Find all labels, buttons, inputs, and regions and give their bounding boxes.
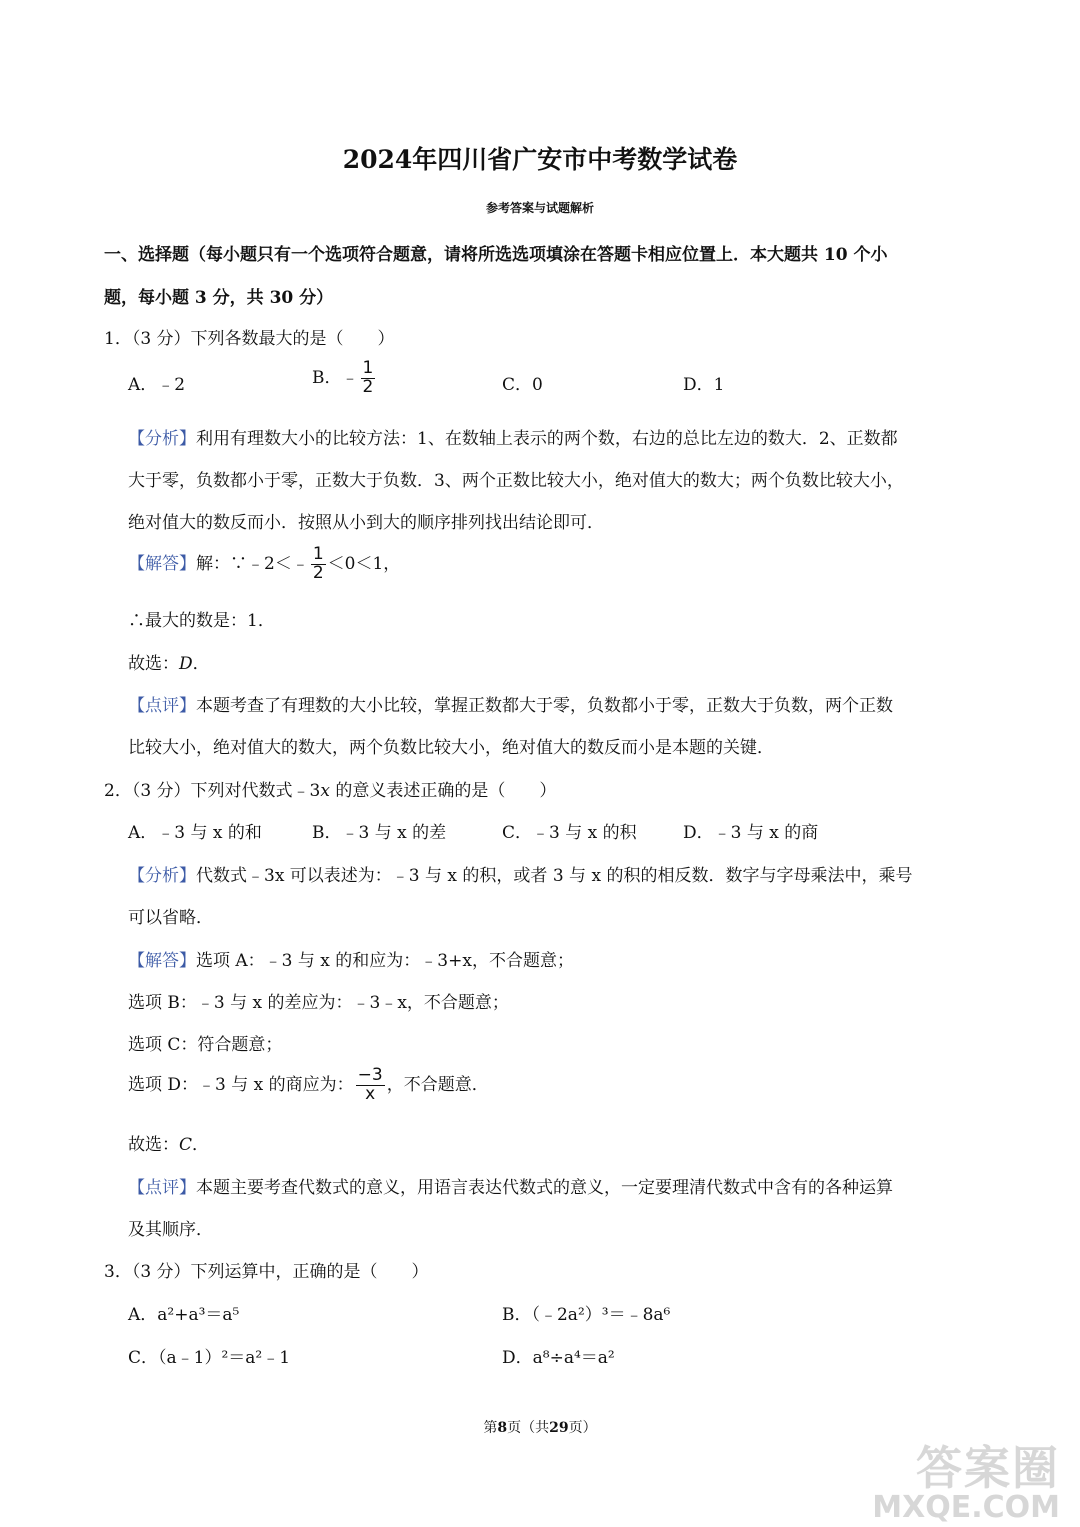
page-footer: 第8页（共29页） — [483, 1420, 597, 1436]
q3-option-a: A．a²+a³＝a⁵ — [128, 1305, 240, 1325]
q2-option-b: B．﹣3 与 x 的差 — [312, 823, 447, 843]
q1-analysis-line2: 大于零，负数都小于零，正数大于负数．3、两个正数比较大小，绝对值大的数大；两个负数比较大小， — [128, 471, 904, 491]
q2-choose: 故选：C． — [128, 1135, 210, 1155]
q1-analysis-line1: 【分析】利用有理数大小的比较方法：1、在数轴上表示的两个数，右边的总比左边的数大．2、正数都 — [128, 429, 898, 449]
q1-option-d: D．1 — [683, 375, 725, 395]
q1-solution: 【解答】解：∵﹣2＜﹣ $\frac{1}{2}$ ＜0＜1， — [128, 544, 401, 583]
solution-tag: 【解答】 — [128, 553, 196, 574]
q1-therefore: ∴最大的数是：1． — [128, 611, 275, 631]
fraction: $\frac{-3}{x}$ — [357, 1065, 383, 1104]
q2-stem: 2．（3 分）下列对代数式﹣3x 的意义表述正确的是（ ） — [104, 781, 557, 801]
q1-comment-line2: 比较大小，绝对值大的数大，两个负数比较大小，绝对值大的数反而小是本题的关键． — [128, 738, 774, 758]
q2-option-d: D．﹣3 与 x 的商 — [683, 823, 819, 843]
q3-stem: 3．（3 分）下列运算中，正确的是（ ） — [104, 1262, 429, 1282]
q2-option-a: A．﹣3 与 x 的和 — [128, 823, 262, 843]
q2-solution-d: 选项 D：﹣3 与 x 的商应为： $\frac{-3}{x}$ ，不合题意． — [128, 1065, 489, 1104]
comment-tag: 【点评】 — [128, 1178, 196, 1198]
watermark-logo — [872, 1432, 1060, 1525]
q1-comment-line1: 【点评】本题考查了有理数的大小比较，掌握正数都大于零，负数都小于零，正数大于负数，两个正数 — [128, 696, 893, 716]
q1-stem: 1．（3 分）下列各数最大的是（ ） — [104, 329, 395, 349]
q1-option-b: B．﹣ $\frac{1}{2}$ — [312, 358, 374, 397]
fraction: $\frac{1}{2}$ — [312, 544, 324, 583]
watermark-text: 答案圈 — [916, 1441, 1060, 1495]
q3-option-d: D．a⁸÷a⁴＝a² — [502, 1348, 615, 1368]
q1-option-c: C．0 — [502, 375, 543, 395]
q3-option-c: C．（a﹣1）²＝a²﹣1 — [128, 1348, 291, 1368]
comment-tag: 【点评】 — [128, 696, 196, 716]
q1-choose: 故选：D． — [128, 654, 210, 674]
q2-analysis-line2: 可以省略． — [128, 908, 213, 928]
q2-solution-c: 选项 C：符合题意； — [128, 1035, 283, 1055]
q1-option-a: A．﹣2 — [128, 375, 186, 395]
section-header-line2: 题，每小题 3 分，共 30 分） — [104, 288, 334, 308]
analysis-tag: 【分析】 — [128, 429, 196, 449]
q3-option-b: B．（﹣2a²）³＝﹣8a⁶ — [502, 1305, 671, 1325]
document-subtitle: 参考答案与试题解析 — [485, 201, 594, 215]
fraction: $\frac{1}{2}$ — [362, 358, 374, 397]
document-title: 2024年四川省广安市中考数学试卷 — [342, 145, 738, 174]
q2-solution-b: 选项 B：﹣3 与 x 的差应为：﹣3﹣x，不合题意； — [128, 993, 509, 1013]
analysis-tag: 【分析】 — [128, 866, 196, 886]
q2-comment-line2: 及其顺序． — [128, 1220, 213, 1240]
watermark-url: MXQE.COM — [872, 1490, 1060, 1525]
q2-analysis-line1: 【分析】代数式﹣3x 可以表述为：﹣3 与 x 的积，或者 3 与 x 的积的相反数．数字与字母乘法中，乘号 — [128, 866, 913, 886]
q2-option-c: C．﹣3 与 x 的积 — [502, 823, 637, 843]
q1-analysis-line3: 绝对值大的数反而小．按照从小到大的顺序排列找出结论即可． — [128, 513, 604, 533]
section-header-line1: 一、选择题（每小题只有一个选项符合题意，请将所选选项填涂在答题卡相应位置上．本大题共 10 个小 — [104, 245, 888, 265]
q2-solution-a: 【解答】选项 A：﹣3 与 x 的和应为：﹣3+x，不合题意； — [128, 951, 574, 971]
solution-tag: 【解答】 — [128, 951, 196, 971]
q2-comment-line1: 【点评】本题主要考查代数式的意义，用语言表达代数式的意义，一定要理清代数式中含有的各种运算 — [128, 1178, 893, 1198]
